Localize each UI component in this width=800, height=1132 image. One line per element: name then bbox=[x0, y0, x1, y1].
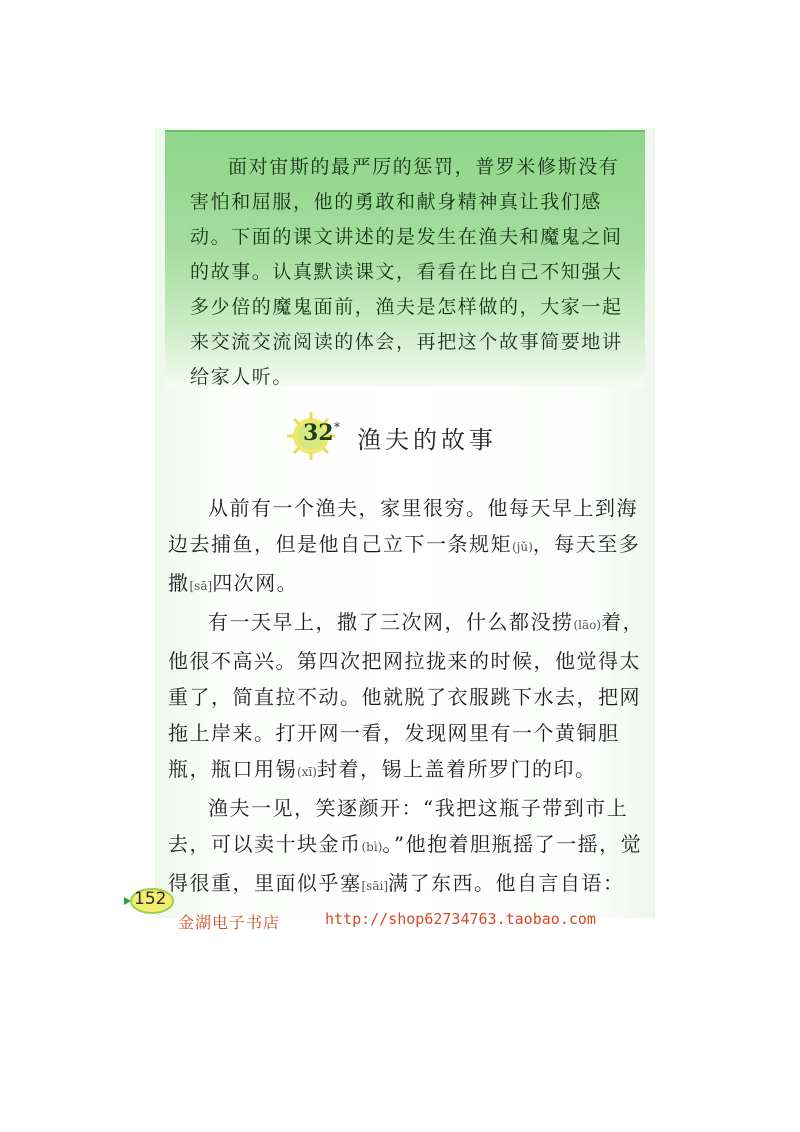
text-run: 四次网。 bbox=[212, 571, 299, 595]
lesson-marker: * bbox=[334, 420, 340, 434]
pinyin-annotation: [sā] bbox=[189, 579, 213, 593]
page-number-badge bbox=[124, 888, 174, 914]
shop-name: 金湖电子书店 bbox=[178, 913, 281, 932]
paragraph-2 bbox=[168, 604, 648, 790]
pinyin-annotation: (lāo) bbox=[573, 618, 602, 632]
pinyin-annotation: (xī) bbox=[297, 765, 317, 779]
text-run: 着，他很不高兴。第四次把网拉拢来的时候，他觉得太重了，简直拉不动。他就脱了衣服跳下水去，把网拖上岸来。打开网一看，发现网里有一个黄铜胆瓶，瓶口用锡 bbox=[168, 610, 645, 781]
lesson-body bbox=[168, 490, 648, 904]
page-number: 152 bbox=[134, 889, 167, 909]
text-run: 有一天早上，撒了三次网，什么都没捞 bbox=[208, 610, 574, 634]
intro-text: 面对宙斯的最严厉的惩罚，普罗米修斯没有害怕和屈服，他的勇敢和献身精神真让我们感动。下面的课文讲述的是发生在渔夫和魔鬼之间的故事。认真默读课文，看看在比自己不知强大多少倍的魔鬼面前，渔夫是怎样做的，大家一起来交流交流阅读的体会，再把这个故事简要地讲给家人听。 bbox=[190, 156, 623, 388]
shop-url-link[interactable]: http://shop62734763.taobao.com bbox=[325, 910, 596, 928]
pinyin-annotation: [sāi] bbox=[361, 879, 389, 893]
pinyin-annotation: (bì) bbox=[361, 840, 383, 854]
lesson-number: 32 bbox=[303, 420, 334, 446]
pinyin-annotation: (jǔ) bbox=[512, 540, 533, 554]
text-run: 渔夫一见，笑逐颜开：“我把这瓶子带到市上去，可以卖十块金币 bbox=[168, 796, 629, 856]
text-run: ，每天至多撒 bbox=[168, 532, 641, 595]
lesson-heading bbox=[285, 410, 605, 460]
text-run: 。”他抱着胆瓶摇了一摇，觉得很重，里面似乎塞 bbox=[168, 832, 643, 895]
paragraph-1 bbox=[168, 490, 648, 604]
text-run: 从前有一个渔夫，家里很穷。他每天早上到海边去捕鱼，但是他自己立下一条规矩 bbox=[168, 496, 638, 556]
paragraph-3 bbox=[168, 790, 648, 904]
lesson-title: 渔夫的故事 bbox=[357, 426, 497, 454]
text-run: 封着，锡上盖着所罗门的印。 bbox=[316, 757, 597, 781]
text-run: 满了东西。他自言自语： bbox=[388, 871, 625, 895]
